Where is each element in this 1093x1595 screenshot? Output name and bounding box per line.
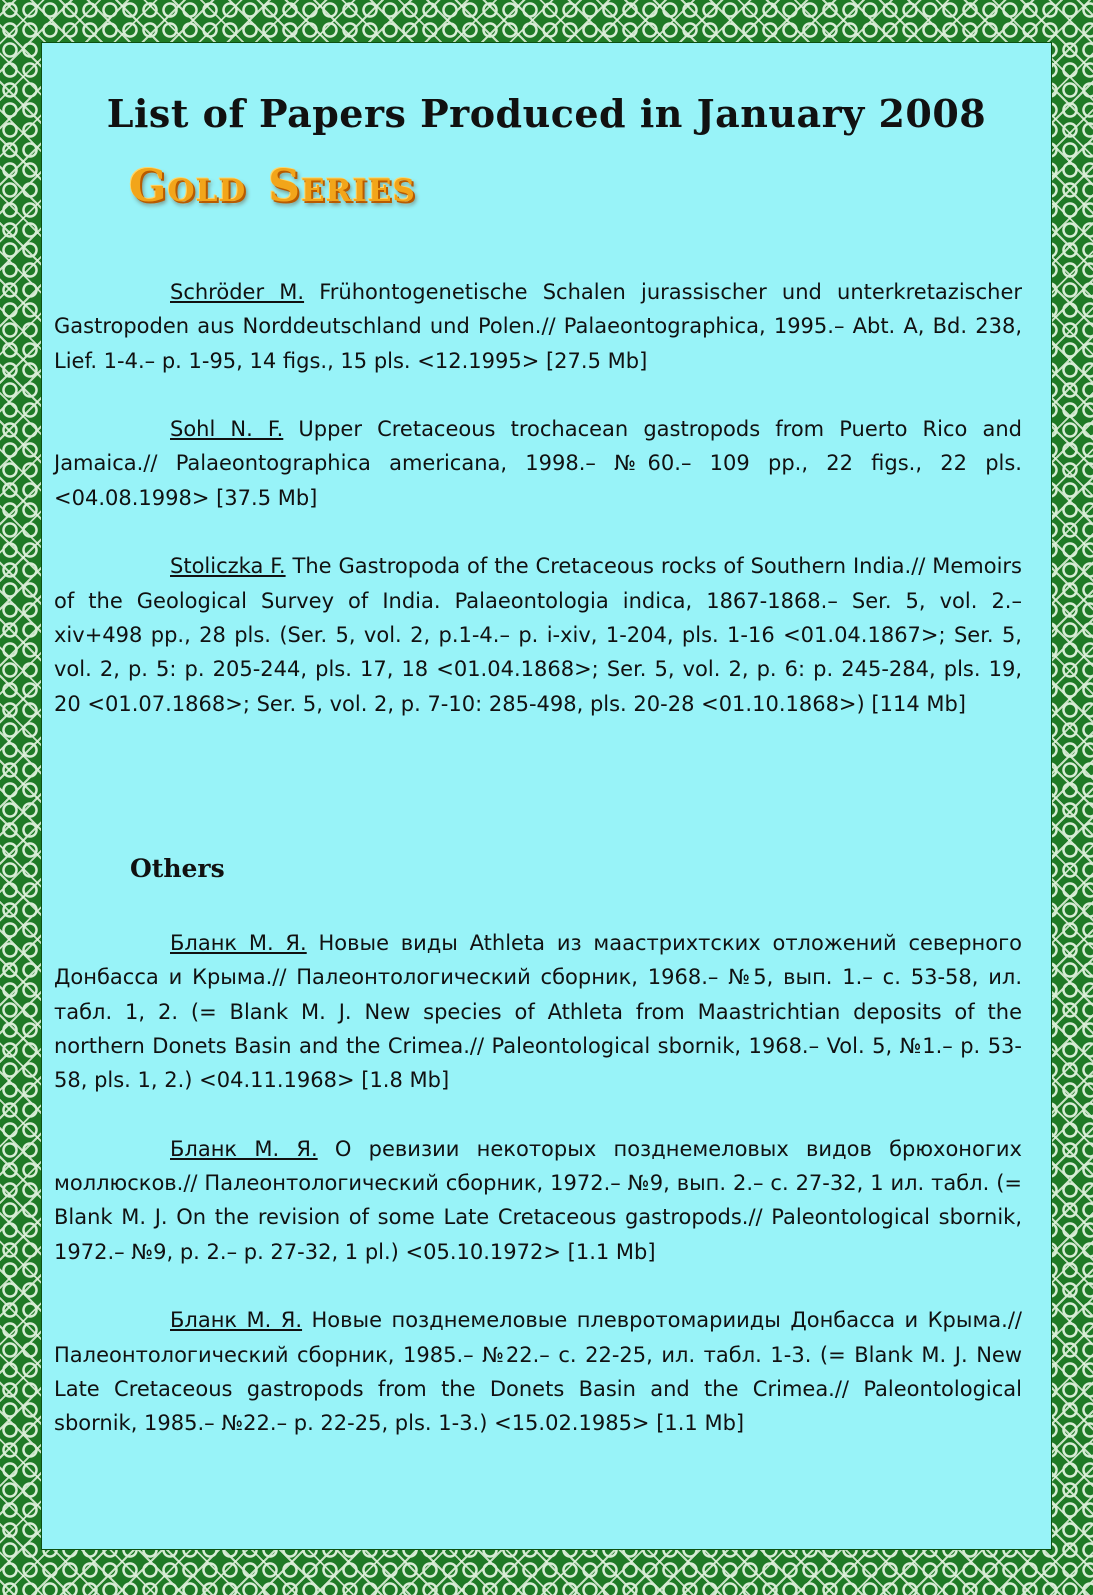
paper-entry-schroder xyxy=(54,275,1022,378)
gold-series-word-series: Series xyxy=(268,161,416,212)
gold-series-word-gold: Gold xyxy=(129,161,247,212)
author-link[interactable]: Бланк М. Я. xyxy=(170,1308,303,1333)
author-link[interactable]: Stoliczka F. xyxy=(170,554,286,579)
author-link[interactable]: Sohl N. F. xyxy=(170,417,284,442)
paper-entry-blank-1972 xyxy=(54,1132,1022,1269)
gold-series-logo xyxy=(129,161,416,212)
page-panel xyxy=(41,42,1052,1550)
others-list xyxy=(54,926,1022,1475)
gold-series-list xyxy=(54,275,1022,755)
citation-text: Новые виды Athleta из маастрихтских отложений северного Донбасса и Крыма.// Палеонтологический сборник, 1968.– №5, вып. 1.– с. 53-58, ил. табл. 1, 2. (= Blank M. J. New species of Athleta from Maastrichtian deposits of the northern Donets Basin and the Crimea.// Paleontological sbornik, 1968.– Vol. 5, №1.– p. 53-58, pls. 1, 2.) <04.11.1968> [1.8 Mb] xyxy=(54,931,1023,1093)
paper-entry-blank-1968 xyxy=(54,926,1022,1097)
page-title: List of Papers Produced in January 2008 xyxy=(106,91,987,136)
citation-text: Новые позднемеловые плевротомарииды Донбасса и Крыма.// Палеонтологический сборник, 1985.– №22.– с. 22-25, ил. табл. 1-3. (= Blank M. J. New Late Cretaceous gastropods from the Donets Basin and the Crimea.// Paleontological sbornik, 1985.– №22.– p. 22-25, pls. 1-3.) <15.02.1985> [1.1 Mb] xyxy=(54,1308,1022,1436)
citation-text: The Gastropoda of the Cretaceous rocks of Southern India.// Memoirs of the Geological Survey of India. Palaeontologia indica, 1867-1868.– Ser. 5, vol. 2.– xiv+498 pp., 28 pls. (Ser. 5, vol. 2, p.1-4.– p. i-xiv, 1-204, pls. 1-16 <01.04.1867>; Ser. 5, vol. 2, p. 5: p. 205-244, pls. 17, 18 <01.04.1868>; Ser. 5, vol. 2, p. 6: p. 245-284, pls. 19, 20 <01.07.1868>; Ser. 5, vol. 2, p. 7-10: 285-498, pls. 20-28 <01.10.1868>) [114 Mb] xyxy=(54,554,1022,716)
author-link[interactable]: Бланк М. Я. xyxy=(170,931,307,955)
citation-text: Frühontogenetische Schalen jurassischer und unterkretazischer Gastropoden aus Norddeutschland und Polen.// Palaeontographica, 1995.– Abt. A, Bd. 238, Lief. 1-4.– p. 1-95, 14 figs., 15 pls. <12.1995> [27.5 Mb] xyxy=(54,280,1022,373)
author-link[interactable]: Schröder M. xyxy=(170,280,305,304)
paper-entry-stoliczka xyxy=(54,549,1022,720)
citation-text: Upper Cretaceous trochacean gastropods from Puerto Rico and Jamaica.// Palaeontographica americana, 1998.– №60.– 109 pp., 22 figs., 22 pls. <04.08.1998> [37.5 Mb] xyxy=(54,417,1022,510)
citation-text: О ревизии некоторых позднемеловых видов брюхоногих моллюсков.// Палеонтологический сборник, 1972.– №9, вып. 2.– с. 27-32, 1 ил. табл. (= Blank M. J. On the revision of some Late Cretaceous gastropods.// Paleontological sbornik, 1972.– №9, p. 2.– p. 27-32, 1 pl.) <05.10.1972> [1.1 Mb] xyxy=(54,1136,1022,1264)
paper-entry-blank-1985 xyxy=(54,1303,1022,1440)
others-heading: Others xyxy=(130,854,225,883)
author-link[interactable]: Бланк М. Я. xyxy=(170,1136,318,1161)
paper-entry-sohl xyxy=(54,412,1022,515)
